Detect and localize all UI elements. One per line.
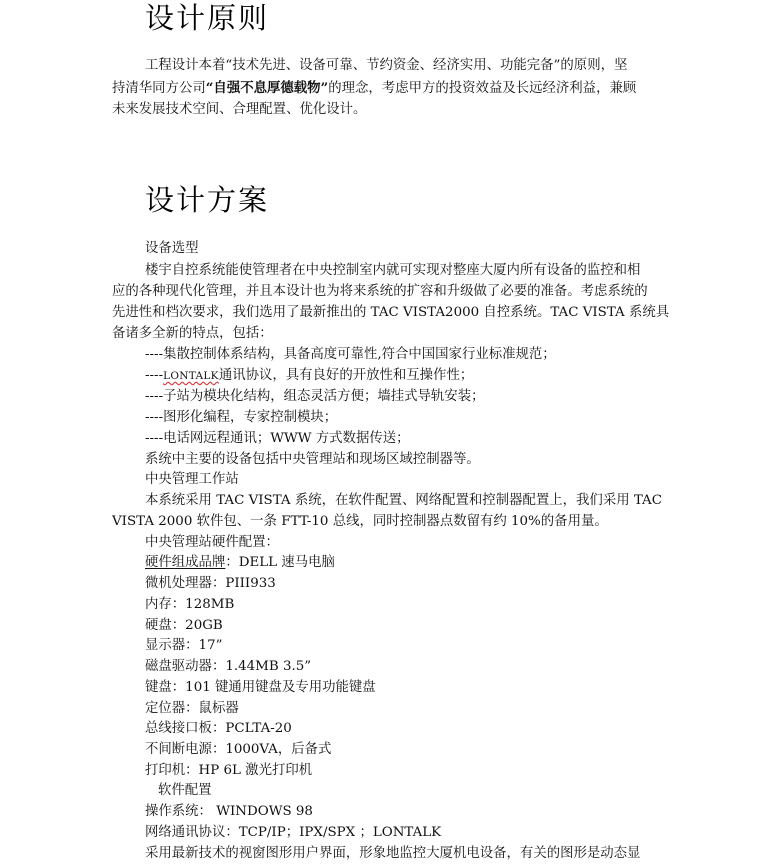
paragraph-line: 采用最新技术的视窗图形用户界面，形象地监控大厦机电设备，有关的图形是动态显 <box>145 846 641 861</box>
text-run: 硬件组成品牌 <box>145 555 226 570</box>
spec-line-printer: 打印机：HP 6L 激光打印机 <box>145 763 313 778</box>
paragraph-line: 系统中主要的设备包括中央管理站和现场区域控制器等。 <box>145 452 480 467</box>
paragraph-line: VISTA 2000 软件包、一条 FTT-10 总线，同时控制器点数留有约 10%的备用量。 <box>112 514 608 529</box>
spec-line-pointer: 定位器：鼠标器 <box>145 701 239 716</box>
paragraph-line: 楼宇自控系统能使管理者在中央控制室内就可实现对整座大厦内所有设备的监控和相 <box>145 263 641 278</box>
spec-line-os: 操作系统： WINDOWS 98 <box>145 804 313 819</box>
bold-slogan: “自强不息厚德载物” <box>205 80 329 96</box>
feature-list-item: ----子站为模块化结构，组态灵活方便；墙挂式导轨安装； <box>145 389 485 404</box>
subheading-central-workstation: 中央管理工作站 <box>145 472 239 487</box>
text-run: 通讯协议，具有良好的开放性和互操作性； <box>218 368 474 383</box>
spec-line-memory: 内存：128MB <box>145 597 235 612</box>
paragraph-line: 本系统采用 TAC VISTA 系统，在软件配置、网络配置和控制器配置上，我们采用 TAC <box>145 493 662 508</box>
subheading-equipment-selection: 设备选型 <box>145 241 199 256</box>
spec-line-floppy: 磁盘驱动器：1.44MB 3.5” <box>145 659 312 674</box>
feature-list-item: ----集散控制体系结构，具备高度可靠性,符合中国国家行业标准规范； <box>145 347 556 362</box>
spec-line-disk: 硬盘：20GB <box>145 618 223 633</box>
spec-line-ups: 不间断电源：1000VA，后备式 <box>145 742 332 757</box>
paragraph-line: 工程设计本着“技术先进、设备可靠、节约资金、经济实用、功能完备”的原则，坚 <box>145 58 628 73</box>
spec-line-bus-interface: 总线接口板：PCLTA-20 <box>145 721 292 736</box>
lontalk-word: LONTALK <box>163 370 219 382</box>
paragraph-line <box>112 78 672 99</box>
software-config-heading: 软件配置 <box>158 783 212 798</box>
section-title-design-scheme: 设计方案 <box>145 183 270 217</box>
text-run: ：DELL 速马电脑 <box>225 555 335 570</box>
paragraph-line: 应的各种现代化管理，并且本设计也为将来系统的扩容和升级做了必要的准备。考虑系统的 <box>112 284 648 299</box>
text-run: 持清华同方公司 <box>112 81 206 96</box>
spec-line-network-protocol: 网络通讯协议：TCP/IP；IPX/SPX ；LONTALK <box>145 825 442 840</box>
spec-line-cpu: 微机处理器：PIII933 <box>145 576 276 591</box>
text-run: 的理念，考虑甲方的投资效益及长远经济利益，兼顾 <box>328 81 637 96</box>
paragraph-line: 先进性和档次要求，我们选用了最新推出的 TAC VISTA2000 自控系统。TAC VISTA 系统具 <box>112 305 670 320</box>
list-dash: ---- <box>145 368 164 383</box>
feature-list-item: ----电话网远程通讯；WWW 方式数据传送； <box>145 431 410 446</box>
spec-line-monitor: 显示器：17” <box>145 638 223 653</box>
spec-line-keyboard: 键盘：101 键通用键盘及专用功能键盘 <box>145 680 376 695</box>
paragraph-line: 未来发展技术空间、合理配置、优化设计。 <box>112 102 367 117</box>
hardware-config-heading: 中央管理站硬件配置： <box>145 535 279 550</box>
section-title-design-principles: 设计原则 <box>145 1 270 35</box>
feature-list-item: ----图形化编程，专家控制模块； <box>145 410 338 425</box>
paragraph-line: 备诸多全新的特点，包括： <box>112 326 273 341</box>
spec-line-brand <box>145 553 675 573</box>
feature-list-item <box>145 366 675 386</box>
